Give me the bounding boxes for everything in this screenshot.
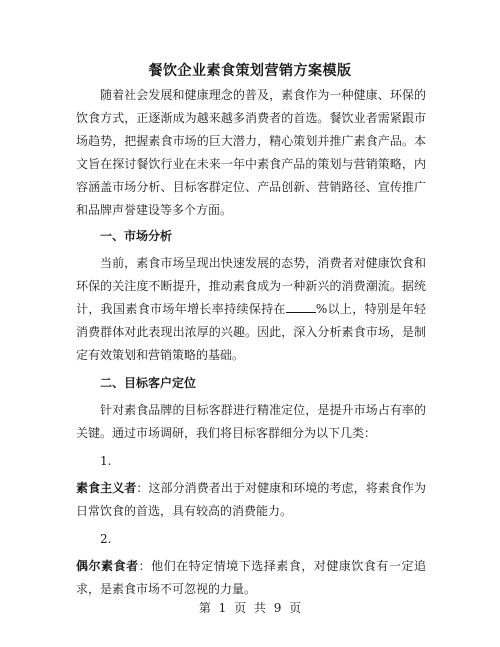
market-analysis-paragraph xyxy=(76,252,426,367)
page-footer: 第 1 页 共 9 页 xyxy=(198,601,302,615)
desc-vegetarians: ：这部分消费者出于对健康和环境的考虑，将素食作为日常饮食的首选，具有较高的消费能力。 xyxy=(76,481,426,518)
section-heading-target-customers: 二、目标客户定位 xyxy=(100,376,197,390)
list-item-vegetarians xyxy=(76,477,426,523)
fill-in-blank xyxy=(286,300,316,313)
intro-paragraph: 随着社会发展和健康理念的普及，素食作为一种健康、环保的饮食方式，正逐渐成为越来越多消费者的首选。餐饮业者需紧跟市场趋势，把握素食市场的巨大潜力，精心策划并推广素食产品。本文旨在探讨餐饮行业在未来一年中素食产品的策划与营销策略，内容涵盖市场分析、目标客群定位、产品创新、营销路径、宣传推广和品牌声誉建设等多个方面。 xyxy=(76,88,426,217)
market-analysis-text-start: 当前，素食市场呈现出快速发展的态势，消费者对健康饮食和环保的关注度不断提升，推动素食成为一种新兴的消费潮流。据统计，我国素食市场年增长率持续保持在 xyxy=(76,256,426,316)
target-customers-paragraph: 针对素食品牌的目标客群进行精准定位，是提升市场占有率的关键。通过市场调研，我们将目标客群细分为以下几类： xyxy=(76,403,426,440)
term-vegetarians: 素食主义者 xyxy=(76,481,137,495)
list-item-occasional-vegetarians xyxy=(76,555,426,601)
market-analysis-text-end: %以上，特别是年轻消费群体对此表现出浓厚的兴趣。因此，深入分析素食市场，是制定有效策划和营销策略的基础。 xyxy=(76,302,426,362)
list-item-number-1: 1. xyxy=(100,454,112,468)
document-title: 餐饮企业素食策划营销方案模版 xyxy=(148,63,352,79)
list-item-number-2: 2. xyxy=(100,532,112,546)
section-heading-market-analysis: 一、市场分析 xyxy=(100,229,173,243)
document-body xyxy=(76,84,426,601)
term-occasional-vegetarians: 偶尔素食者 xyxy=(76,559,139,573)
desc-occasional-vegetarians: ：他们在特定情境下选择素食，对健康饮食有一定追求，是素食市场不可忽视的力量。 xyxy=(76,559,426,596)
